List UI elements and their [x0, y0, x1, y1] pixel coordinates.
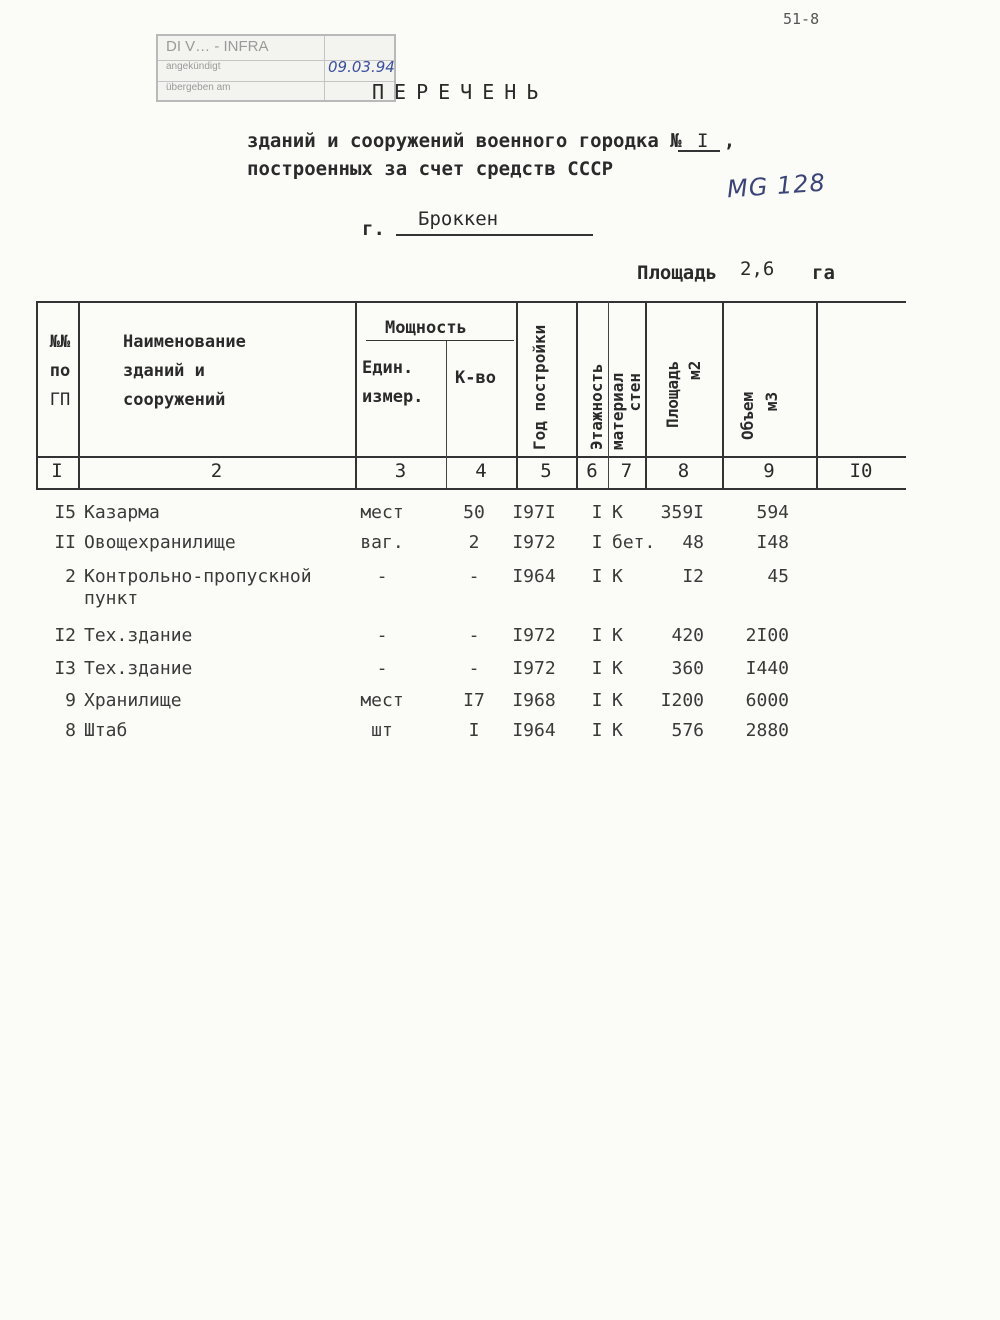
- area-label: Площадь: [637, 262, 718, 284]
- cell-material: бет.: [612, 532, 656, 553]
- cell-no: I2: [54, 625, 76, 646]
- cell-material: К: [612, 690, 623, 711]
- cell-area: 420: [671, 625, 704, 646]
- town-underline: [396, 234, 593, 236]
- header-material-line1: материал: [608, 372, 627, 450]
- cell-name: Хранилище: [84, 690, 182, 711]
- stamp-line2: angekündigt: [158, 61, 394, 82]
- cell-material: К: [612, 720, 623, 741]
- header-no-line1: №№: [49, 332, 71, 352]
- header-unit-line1: Един.: [362, 358, 414, 378]
- cell-name: Овощехранилище: [84, 532, 236, 553]
- header-bottom-border: [36, 456, 906, 458]
- town-number-underline: [678, 150, 720, 152]
- cell-area: 359I: [660, 502, 704, 523]
- cell-floors: I: [591, 532, 603, 553]
- header-volume: [736, 392, 784, 440]
- cell-volume: 45: [767, 566, 789, 587]
- header-area: [662, 361, 706, 428]
- cell-no: I3: [54, 658, 76, 679]
- page-number: 51-8: [783, 10, 820, 28]
- header-name-line2: зданий и: [123, 361, 205, 381]
- stamp-divider: [324, 36, 325, 100]
- handwritten-code: MG 128: [726, 168, 827, 204]
- cell-floors: I: [591, 502, 603, 523]
- cell-no: 2: [65, 566, 76, 587]
- cell-year: I972: [512, 532, 556, 553]
- cell-name: Штаб: [84, 720, 128, 741]
- cell-name-cont: пункт: [84, 588, 139, 609]
- stamp-date: 09.03.94: [328, 58, 395, 76]
- header-material-line2: стен: [625, 372, 644, 412]
- column-number: 6: [586, 460, 598, 482]
- cell-unit: мест: [360, 502, 404, 523]
- cell-area: 360: [671, 658, 704, 679]
- cell-qty: 50: [463, 502, 485, 523]
- cell-no: I5: [54, 502, 76, 523]
- cell-area: 48: [682, 532, 704, 553]
- column-numbers-border: [36, 488, 906, 490]
- header-year: Год постройки: [530, 324, 549, 450]
- header-no: [42, 328, 78, 415]
- column-number: I0: [849, 460, 873, 482]
- town-prefix: г.: [362, 218, 385, 240]
- subtitle-line2: построенных за счет средств СССР: [247, 158, 614, 180]
- cell-name: Казарма: [84, 502, 160, 523]
- cell-volume: 594: [756, 502, 789, 523]
- cell-name: Контрольно-пропускной: [84, 566, 312, 587]
- cell-year: I972: [512, 658, 556, 679]
- cell-material: К: [612, 566, 623, 587]
- cell-area: 576: [671, 720, 704, 741]
- cell-area: I200: [660, 690, 704, 711]
- column-number: 7: [620, 460, 633, 482]
- area-unit: га: [812, 262, 835, 284]
- subtitle-comma: ,: [723, 130, 736, 152]
- header-qty: К-во: [455, 368, 496, 388]
- header-name: [123, 328, 246, 415]
- cell-volume: I440: [745, 658, 789, 679]
- town-number: I: [696, 130, 709, 152]
- cell-no: 8: [65, 720, 76, 741]
- cell-no: 9: [65, 690, 76, 711]
- cell-material: К: [612, 502, 623, 523]
- header-area-line1: Площадь: [663, 360, 682, 428]
- column-number: 5: [540, 460, 552, 482]
- header-no-line3: ГП: [49, 390, 71, 410]
- town-name: Броккен: [418, 208, 499, 230]
- cell-year: I964: [512, 566, 556, 587]
- cell-area: I2: [682, 566, 704, 587]
- header-floors: Этажность: [587, 363, 606, 450]
- header-no-line2: по: [49, 361, 71, 381]
- cell-unit: мест: [360, 690, 404, 711]
- column-number: 9: [763, 460, 775, 482]
- column-number: I: [51, 460, 63, 482]
- column-number: 4: [475, 460, 487, 482]
- cell-qty: I7: [463, 690, 485, 711]
- header-area-line2: м2: [685, 360, 704, 380]
- cell-volume: 6000: [745, 690, 789, 711]
- cell-no: II: [54, 532, 76, 553]
- cell-qty: -: [468, 625, 480, 646]
- cell-material: К: [612, 625, 623, 646]
- cell-unit: -: [376, 658, 388, 679]
- header-unit: [362, 354, 423, 412]
- column-number: 3: [394, 460, 407, 482]
- area-value: 2,6: [740, 258, 775, 280]
- header-name-line3: сооружений: [123, 390, 226, 410]
- cell-qty: -: [468, 658, 480, 679]
- table-top-border: [36, 301, 906, 303]
- document-title: ПЕРЕЧЕНЬ: [372, 80, 549, 104]
- cell-name: Тех.здание: [84, 658, 193, 679]
- cell-floors: I: [591, 720, 603, 741]
- cell-floors: I: [591, 658, 603, 679]
- cell-year: I964: [512, 720, 556, 741]
- cell-year: I97I: [512, 502, 556, 523]
- cell-qty: -: [468, 566, 480, 587]
- cell-year: I972: [512, 625, 556, 646]
- header-volume-line2: м3: [762, 391, 781, 412]
- header-unit-line2: измер.: [362, 387, 424, 407]
- subtitle-line1: [247, 130, 735, 152]
- column-number: 8: [677, 460, 690, 482]
- cell-volume: I48: [756, 532, 789, 553]
- stamp-line1: DI V… - INFRA: [158, 38, 394, 61]
- cell-qty: I: [468, 720, 480, 741]
- cell-material: К: [612, 658, 623, 679]
- cell-volume: 2880: [745, 720, 789, 741]
- header-volume-line1: Объем: [738, 391, 757, 440]
- cell-floors: I: [591, 690, 603, 711]
- cell-volume: 2I00: [745, 625, 789, 646]
- stamp-line3: übergeben am: [166, 82, 231, 93]
- archive-stamp: [156, 34, 396, 102]
- header-capacity: Мощность: [385, 318, 467, 338]
- cell-floors: I: [591, 566, 603, 587]
- cell-unit: -: [376, 566, 388, 587]
- header-name-line1: Наименование: [123, 332, 246, 352]
- cell-qty: 2: [468, 532, 480, 553]
- cell-floors: I: [591, 625, 603, 646]
- cell-unit: ваг.: [360, 532, 404, 553]
- cell-unit: -: [376, 625, 388, 646]
- subtitle-text: зданий и сооружений военного городка №: [247, 130, 682, 152]
- cell-name: Тех.здание: [84, 625, 193, 646]
- cell-year: I968: [512, 690, 556, 711]
- header-material: [609, 373, 643, 450]
- cell-unit: шт: [371, 720, 393, 741]
- column-number: 2: [210, 460, 223, 482]
